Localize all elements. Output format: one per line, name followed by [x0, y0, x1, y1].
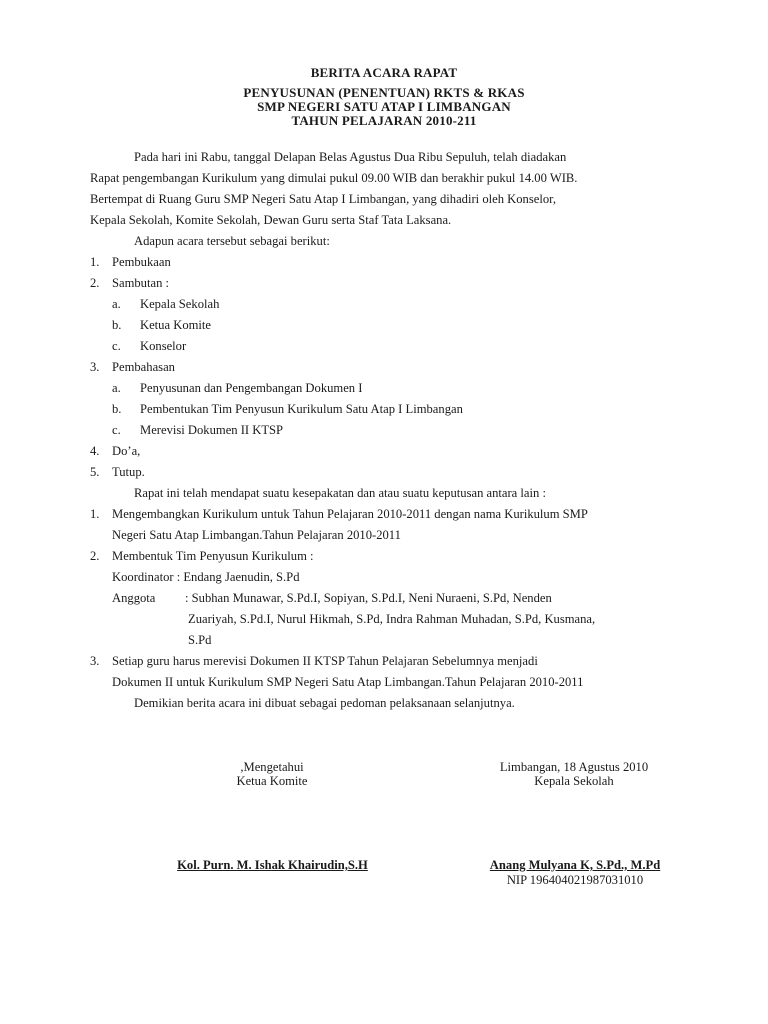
agenda-subitem: Kepala Sekolah: [140, 297, 220, 311]
intro-line-5: Adapun acara tersebut sebagai berikut:: [134, 234, 330, 248]
agenda-item-opening: Pembukaan: [112, 255, 171, 269]
closing-statement: Demikian berita acara ini dibuat sebagai pedoman pelaksanaan selanjutnya.: [134, 696, 515, 710]
agenda-subletter: b.: [112, 402, 122, 416]
agenda-subletter: b.: [112, 318, 122, 332]
agenda-subletter: c.: [112, 423, 121, 437]
decisions-intro: Rapat ini telah mendapat suatu kesepakatan dan atau suatu keputusan antara lain :: [134, 486, 546, 500]
members-label: Anggota: [112, 591, 156, 605]
decision-number: 3.: [90, 654, 100, 668]
members-list: : Subhan Munawar, S.Pd.I, Sopiyan, S.Pd.I, Neni Nuraeni, S.Pd, Nenden: [185, 591, 552, 605]
document-subtitle-3: TAHUN PELAJARAN 2010-211: [291, 113, 477, 128]
right-sig-role: Kepala Sekolah: [534, 774, 614, 788]
decision-number: 1.: [90, 507, 100, 521]
coordinator-line: Koordinator : Endang Jaenudin, S.Pd: [112, 570, 300, 584]
right-sig-nip: NIP 196404021987031010: [506, 873, 644, 887]
agenda-subletter: a.: [112, 381, 121, 395]
left-sig-acknowledged: ,Mengetahui: [240, 760, 304, 774]
intro-line-3: Bertempat di Ruang Guru SMP Negeri Satu Atap I Limbangan, yang dihadiri oleh Konselor,: [90, 192, 556, 206]
decision-text: Mengembangkan Kurikulum untuk Tahun Pelajaran 2010-2011 dengan nama Kurikulum SMP: [112, 507, 588, 521]
decision-number: 2.: [90, 549, 100, 563]
decision-text: Membentuk Tim Penyusun Kurikulum :: [112, 549, 314, 563]
agenda-item-prayer: Do’a,: [112, 444, 141, 458]
agenda-subitem: Merevisi Dokumen II KTSP: [140, 423, 284, 437]
intro-line-1: Pada hari ini Rabu, tanggal Delapan Belas Agustus Dua Ribu Sepuluh, telah diadakan: [134, 150, 567, 164]
document-subtitle-2: SMP NEGERI SATU ATAP I LIMBANGAN: [257, 99, 511, 114]
left-sig-role: Ketua Komite: [236, 774, 308, 788]
intro-line-2: Rapat pengembangan Kurikulum yang dimulai pukul 09.00 WIB dan berakhir pukul 14.00 WIB.: [90, 171, 578, 185]
agenda-subitem: Konselor: [140, 339, 187, 353]
agenda-subletter: c.: [112, 339, 121, 353]
agenda-number: 2.: [90, 276, 100, 290]
right-sig-name: Anang Mulyana K, S.Pd., M.Pd: [489, 858, 661, 872]
agenda-subletter: a.: [112, 297, 121, 311]
agenda-item-closing: Tutup.: [112, 465, 145, 479]
decision-text: Dokumen II untuk Kurikulum SMP Negeri Satu Atap Limbangan.Tahun Pelajaran 2010-2011: [112, 675, 584, 689]
members-list: Zuariyah, S.Pd.I, Nurul Hikmah, S.Pd, Indra Rahman Muhadan, S.Pd, Kusmana,: [188, 612, 596, 626]
decision-text: Negeri Satu Atap Limbangan.Tahun Pelajaran 2010-2011: [112, 528, 401, 542]
agenda-number: 4.: [90, 444, 100, 458]
agenda-subitem: Ketua Komite: [140, 318, 211, 332]
document-title: BERITA ACARA RAPAT: [310, 65, 458, 80]
agenda-number: 3.: [90, 360, 100, 374]
decision-text: Setiap guru harus merevisi Dokumen II KTSP Tahun Pelajaran Sebelumnya menjadi: [112, 654, 538, 668]
agenda-item-remarks: Sambutan :: [112, 276, 170, 290]
intro-line-4: Kepala Sekolah, Komite Sekolah, Dewan Guru serta Staf Tata Laksana.: [90, 213, 452, 227]
agenda-item-discussion: Pembahasan: [112, 360, 175, 374]
agenda-number: 5.: [90, 465, 100, 479]
agenda-number: 1.: [90, 255, 100, 269]
document-subtitle-1: PENYUSUNAN (PENENTUAN) RKTS & RKAS: [243, 85, 525, 100]
agenda-subitem: Penyusunan dan Pengembangan Dokumen I: [140, 381, 363, 395]
right-sig-place-date: Limbangan, 18 Agustus 2010: [499, 760, 649, 774]
agenda-subitem: Pembentukan Tim Penyusun Kurikulum Satu Atap I Limbangan: [140, 402, 463, 416]
left-sig-name: Kol. Purn. M. Ishak Khairudin,S.H: [177, 858, 368, 872]
members-list: S.Pd: [188, 633, 212, 647]
